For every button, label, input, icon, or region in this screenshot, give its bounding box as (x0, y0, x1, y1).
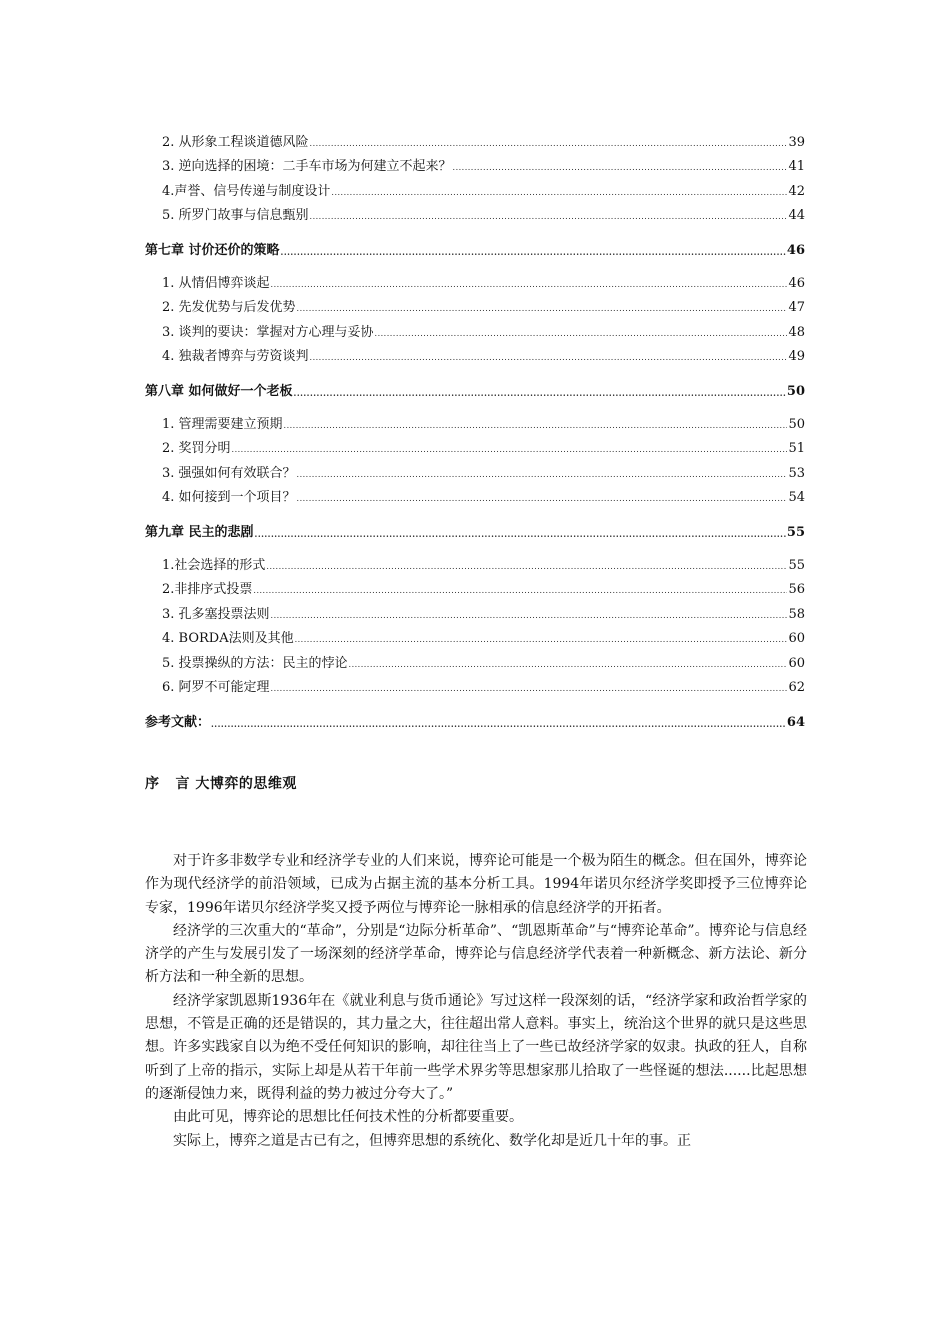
toc-entry-label: 第七章 讨价还价的策略 (145, 243, 280, 258)
toc-section-entry[interactable] (145, 549, 805, 574)
paragraph: 经济学的三次重大的“革命”，分别是“边际分析革命”、“凯恩斯革命”与“博弈论革命”。博弈论与信息经济学的产生与发展引发了一场深刻的经济学革命，博弈论与信息经济学代表着一种新概念、新方法论、新分析方法和一种全新的思想。 (145, 922, 807, 986)
toc-leader-dots (295, 633, 788, 647)
toc-page-number: 50 (786, 384, 805, 399)
toc-page-number: 58 (788, 606, 805, 622)
toc-entry-label: 3. 孔多塞投票法则 (162, 606, 270, 622)
toc-entry-label: 3. 逆向选择的困境：二手车市场为何建立不起来？ (162, 159, 452, 174)
preface-body (145, 850, 807, 1153)
toc-section-entry[interactable] (145, 151, 805, 176)
toc-leader-dots (331, 186, 787, 200)
toc-entry-label: 6. 阿罗不可能定理 (162, 680, 270, 695)
table-of-contents (145, 126, 805, 739)
toc-page-number: 60 (788, 631, 805, 646)
toc-section-entry[interactable] (145, 574, 805, 599)
toc-page-number: 54 (788, 490, 805, 505)
toc-chapter-entry[interactable] (145, 515, 805, 541)
paragraph: 对于许多非数学专业和经济学专业的人们来说，博弈论可能是一个极为陌生的概念。但在国外，博弈论作为现代经济学的前沿领域，已成为占据主流的基本分析工具。1994年诺贝尔经济学奖即授予三位博弈论专家，1996年诺贝尔经济学奖又授予两位与博弈论一脉相承的信息经济学的开拓者。 (145, 853, 807, 916)
toc-section-entry[interactable] (145, 341, 805, 366)
toc-leader-dots (253, 584, 787, 598)
toc-section-entry[interactable] (145, 292, 805, 317)
toc-section-entry[interactable] (145, 316, 805, 341)
toc-page-number: 44 (788, 208, 805, 223)
toc-section-entry[interactable] (145, 482, 805, 507)
toc-leader-dots (255, 527, 786, 541)
toc-leader-dots (297, 492, 788, 506)
toc-page-number: 42 (788, 183, 805, 199)
toc-leader-dots (297, 468, 788, 482)
toc-entry-label: 第九章 民主的悲剧 (145, 525, 254, 540)
toc-chapter-entry[interactable] (145, 374, 805, 400)
toc-entry-label: 4. 如何接到一个项目？ (162, 490, 296, 505)
toc-section-entry[interactable] (145, 175, 805, 200)
toc-chapter-entry[interactable] (145, 705, 805, 731)
toc-page-number: 49 (788, 349, 805, 364)
toc-section-entry[interactable] (145, 267, 805, 292)
toc-page-number: 56 (788, 582, 805, 597)
toc-page-number: 64 (786, 715, 805, 730)
toc-page-number: 47 (788, 300, 805, 315)
toc-leader-dots (294, 386, 786, 400)
toc-leader-dots (310, 137, 788, 151)
toc-leader-dots (453, 161, 788, 175)
toc-leader-dots (281, 245, 786, 259)
paragraph: 经济学家凯恩斯1936年在《就业利息与货币通论》写过这样一段深刻的话，“经济学家和政治哲学家的思想，不管是正确的还是错误的，其力量之大，往往超出常人意料。事实上，统治这个世界的就只是这些思想。许多实践家自以为绝不受任何知识的影响，却往往当上了一些已故经济学家的奴隶。执政的狂人，自称听到了上帝的指示，实际上却是从若干年前一些学术界劣等思想家那儿拾取了一些怪诞的想法......比起思想的逐渐侵蚀力来，既得利益的势力被过分夸大了。” (145, 992, 807, 1102)
toc-page-number: 55 (788, 557, 805, 573)
toc-entry-label: 5. 所罗门故事与信息甄别 (162, 208, 309, 223)
toc-leader-dots (232, 443, 788, 457)
toc-entry-label: 2.非排序式投票 (162, 582, 253, 597)
toc-leader-dots (271, 278, 788, 292)
toc-section-entry[interactable] (145, 433, 805, 458)
toc-entry-label: 4.声誉、信号传递与制度设计 (162, 183, 331, 199)
toc-section-entry[interactable] (145, 126, 805, 151)
toc-page-number: 60 (788, 655, 805, 671)
toc-page-number: 48 (788, 324, 805, 340)
toc-page-number: 62 (788, 680, 805, 695)
toc-entry-label: 1. 管理需要建立预期 (162, 416, 283, 432)
paragraph: 由此可见，博弈论的思想比任何技术性的分析都要重要。 (173, 1109, 523, 1126)
toc-page-number: 51 (788, 441, 805, 456)
toc-leader-dots (266, 560, 787, 574)
toc-entry-label: 2. 先发优势与后发优势 (162, 300, 296, 315)
toc-page-number: 46 (788, 275, 805, 291)
toc-entry-label: 第八章 如何做好一个老板 (145, 384, 293, 399)
toc-page-number: 50 (788, 416, 805, 432)
toc-chapter-entry[interactable] (145, 233, 805, 259)
toc-leader-dots (375, 327, 788, 341)
toc-entry-label: 1.社会选择的形式 (162, 557, 266, 573)
toc-entry-label: 3. 强强如何有效联合？ (162, 465, 296, 481)
toc-entry-label: 4. BORDA法则及其他 (162, 631, 294, 646)
toc-leader-dots (297, 302, 788, 316)
toc-entry-label: 2. 奖罚分明 (162, 441, 231, 456)
toc-entry-label: 参考文献： (145, 715, 211, 730)
toc-leader-dots (349, 658, 788, 672)
toc-leader-dots (310, 351, 788, 365)
toc-entry-label: 3. 谈判的要诀：掌握对方心理与妥协 (162, 324, 374, 340)
paragraph: 实际上，博弈之道是古已有之，但博弈思想的系统化、数学化却是近几十年的事。正 (173, 1132, 691, 1149)
toc-section-entry[interactable] (145, 623, 805, 648)
preface-title (145, 773, 297, 793)
toc-section-entry[interactable] (145, 200, 805, 225)
toc-leader-dots (284, 419, 788, 433)
toc-section-entry[interactable] (145, 647, 805, 672)
toc-leader-dots (310, 210, 788, 224)
toc-section-entry[interactable] (145, 457, 805, 482)
toc-leader-dots (211, 717, 786, 731)
toc-page-number: 41 (788, 159, 805, 174)
toc-entry-label: 2. 从形象工程谈道德风险 (162, 134, 309, 150)
toc-page-number: 55 (786, 525, 805, 540)
toc-entry-label: 1. 从情侣博弈谈起 (162, 275, 270, 291)
toc-page-number: 39 (788, 134, 805, 150)
toc-section-entry[interactable] (145, 672, 805, 697)
toc-leader-dots (271, 609, 788, 623)
preface-title-left: 序 (145, 776, 160, 792)
toc-entry-label: 4. 独裁者博弈与劳资谈判 (162, 349, 309, 364)
toc-leader-dots (271, 682, 788, 696)
toc-section-entry[interactable] (145, 598, 805, 623)
toc-page-number: 53 (788, 465, 805, 481)
preface-title-right: 言 大博弈的思维观 (175, 776, 297, 792)
toc-entry-label: 5. 投票操纵的方法：民主的悖论 (162, 655, 348, 671)
toc-page-number: 46 (786, 243, 805, 258)
toc-section-entry[interactable] (145, 408, 805, 433)
